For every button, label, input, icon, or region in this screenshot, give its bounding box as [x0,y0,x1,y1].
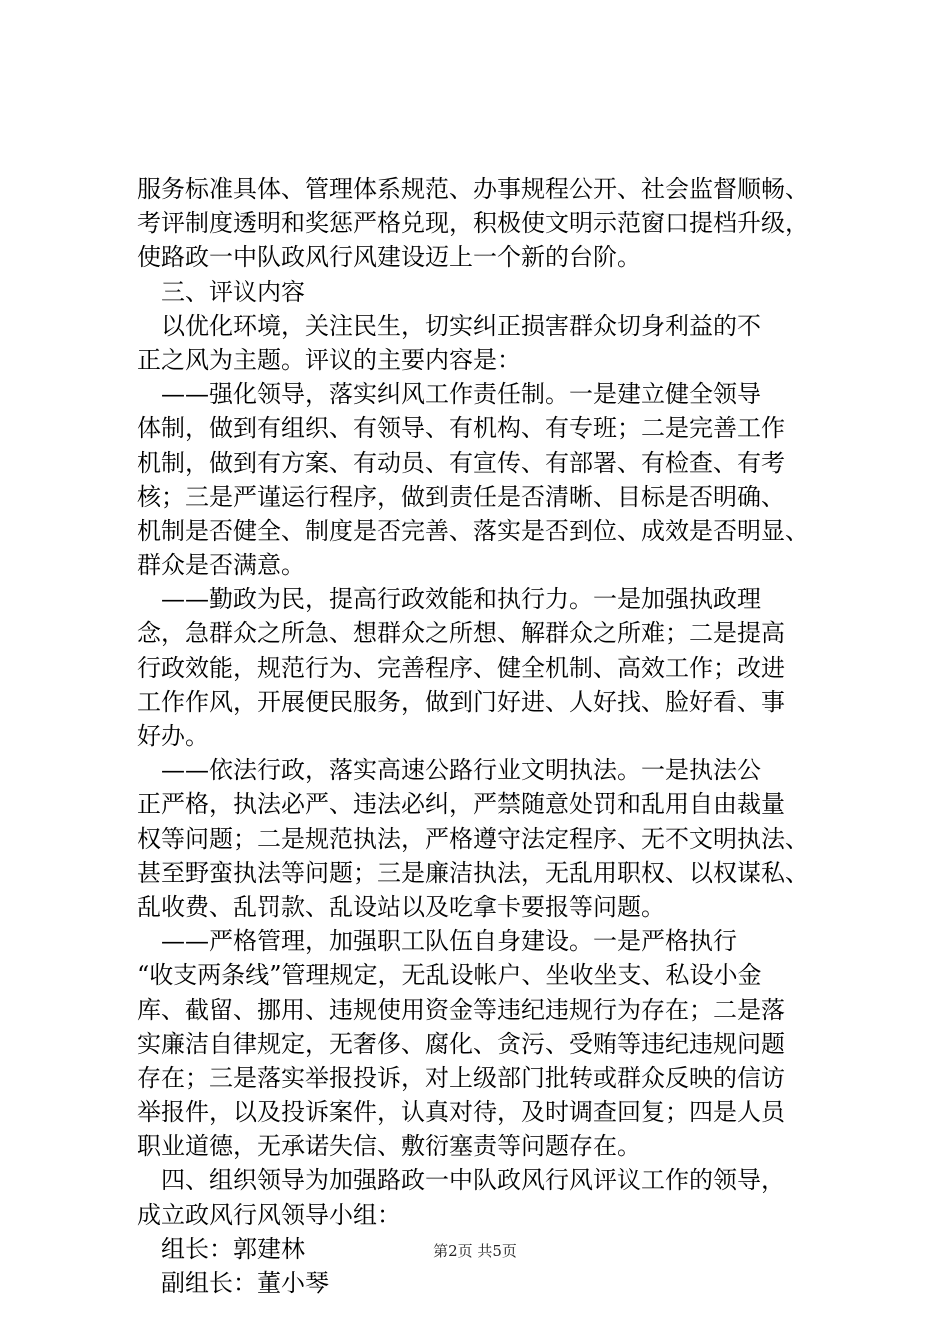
text-line: 存在；三是落实举报投诉，对上级部门批转或群众反映的信访 [137,1063,785,1092]
text-line: ——强化领导，落实纠风工作责任制。一是建立健全领导 [137,380,761,409]
text-line: “收支两条线”管理规定，无乱设帐户、坐收坐支、私设小金 [137,961,762,990]
text-line: 群众是否满意。 [137,551,305,580]
text-line: 以优化环境，关注民生，切实纠正损害群众切身利益的不 [137,311,761,340]
text-line: 库、截留、挪用、违规使用资金等违纪违规行为存在；二是落 [137,995,785,1024]
text-line: 念，急群众之所急、想群众之所想、解群众之所难；二是提高 [137,619,785,648]
text-line: 副组长：董小琴 [137,1269,329,1297]
text-line: 乱收费、乱罚款、乱设站以及吃拿卡要报等问题。 [137,892,665,921]
text-line: 实廉洁自律规定，无奢侈、腐化、贪污、受贿等违纪违规问题 [137,1029,785,1058]
text-line: 工作作风，开展便民服务，做到门好进、人好找、脸好看、事 [137,687,785,716]
text-line: 机制是否健全、制度是否完善、落实是否到位、成效是否明显、 [137,516,809,545]
text-line: 体制，做到有组织、有领导、有机构、有专班；二是完善工作 [137,414,785,443]
text-line: 正严格，执法必严、违法必纠，严禁随意处罚和乱用自由裁量 [137,790,785,819]
text-line: ——依法行政，落实高速公路行业文明执法。一是执法公 [137,756,761,785]
text-line: 考评制度透明和奖惩严格兑现，积极使文明示范窗口提档升级， [137,209,809,238]
page-footer: 第2页 共5页 [433,1242,517,1260]
section-heading: 三、评议内容 [137,277,305,306]
section-heading: 四、组织领导为加强路政一中队政风行风评议工作的领导， [137,1166,785,1195]
text-line: 权等问题；二是规范执法，严格遵守法定程序、无不文明执法、 [137,824,809,853]
text-line: 使路政一中队政风行风建设迈上一个新的台阶。 [137,243,641,272]
text-line: 职业道德，无承诺失信、敷衍塞责等问题存在。 [137,1132,641,1161]
text-line: 服务标准具体、管理体系规范、办事规程公开、社会监督顺畅、 [137,175,809,203]
text-line: 好办。 [137,722,209,750]
text-line: ——勤政为民，提高行政效能和执行力。一是加强执政理 [137,585,761,614]
text-line: 组长：郭建林 [137,1234,305,1263]
document-body [137,172,857,1300]
text-line: 甚至野蛮执法等问题；三是廉洁执法，无乱用职权、以权谋私、 [137,858,809,887]
text-line: ——严格管理，加强职工队伍自身建设。一是严格执行 [137,927,737,956]
text-line: 核；三是严谨运行程序，做到责任是否清晰、目标是否明确、 [137,482,785,511]
text-line: 成立政风行风领导小组： [137,1200,401,1229]
text-line: 行政效能，规范行为、完善程序、健全机制、高效工作；改进 [137,653,785,682]
text-line: 机制，做到有方案、有动员、有宣传、有部署、有检查、有考 [137,448,785,477]
text-line: 举报件，以及投诉案件，认真对待，及时调查回复；四是人员 [137,1098,785,1127]
text-line: 正之风为主题。评议的主要内容是： [137,345,521,374]
